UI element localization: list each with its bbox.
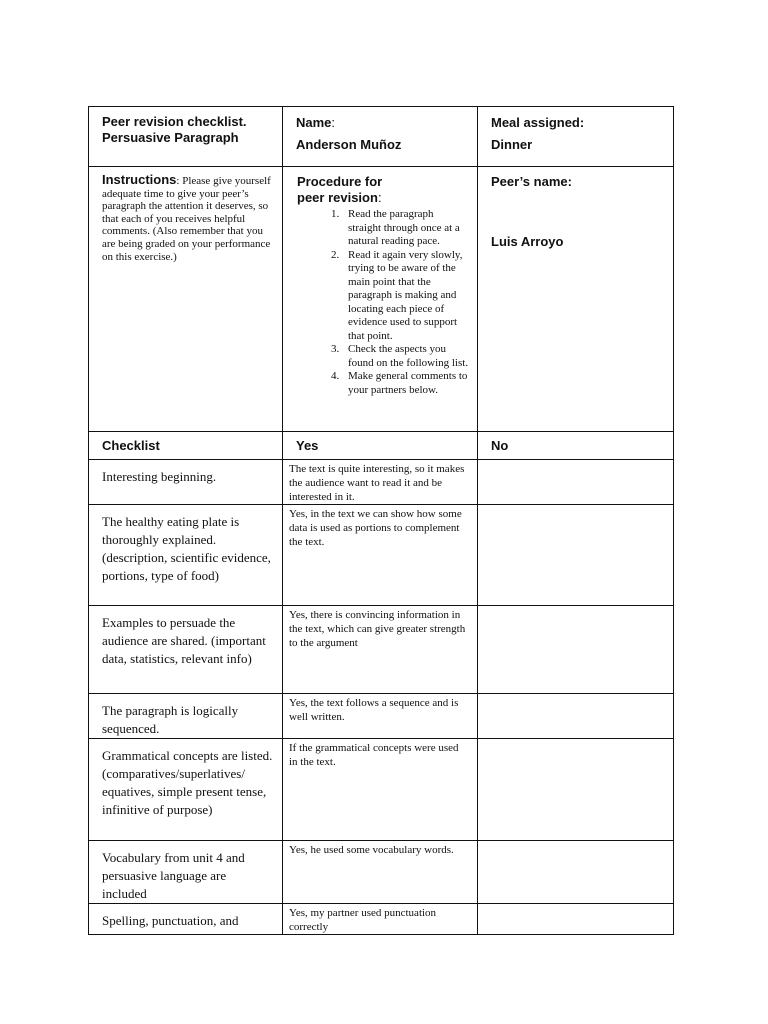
yes-response: Yes, there is convincing information in the text, which can give greater strength to the argument <box>289 609 466 649</box>
no-header: No <box>491 438 509 453</box>
title-line-2: Persuasive Paragraph <box>102 130 239 145</box>
title-line-1: Peer revision checklist. <box>102 114 247 129</box>
name-label: Name <box>296 115 332 130</box>
table-row <box>89 739 674 841</box>
meal-value: Dinner <box>491 137 533 152</box>
no-response <box>478 694 673 696</box>
table-row <box>89 904 674 935</box>
no-response <box>478 606 673 608</box>
table-row <box>89 694 674 739</box>
table-row <box>89 841 674 904</box>
title-cell <box>89 107 283 167</box>
instructions-text: : Please give yourself adequate time to give your peer’s paragraph the attention it deserves, so that each of you receives helpful comments. (Also remember that you are being graded on your performance on this exercise.) <box>102 175 271 263</box>
no-response <box>478 739 673 741</box>
no-response <box>478 460 673 462</box>
procedure-title-line-2: peer revision <box>297 190 378 205</box>
yes-response: If the grammatical concepts were used in the text. <box>289 742 459 768</box>
no-header-cell <box>478 432 674 460</box>
criterion: Examples to persuade the audience are shared. (important data, statistics, relevant info) <box>102 615 266 666</box>
procedure-cell <box>283 167 478 432</box>
name-cell <box>283 107 478 167</box>
no-response <box>478 505 673 507</box>
meal-cell <box>478 107 674 167</box>
procedure-step: 1. Read the paragraph straight through once at a natural reading pace. <box>342 208 469 249</box>
instructions-label: Instructions <box>102 172 177 187</box>
yes-response: Yes, my partner used punctuation correctly <box>289 907 437 933</box>
procedure-title-colon: : <box>377 190 382 205</box>
criterion: Spelling, punctuation, and <box>102 913 239 928</box>
peer-name-value: Luis Arroyo <box>491 234 564 249</box>
peer-name-label: Peer’s name: <box>491 174 572 189</box>
procedure-steps <box>283 208 477 397</box>
peer-revision-table <box>88 106 674 935</box>
peer-cell <box>478 167 674 432</box>
table-row <box>89 505 674 606</box>
yes-response: Yes, the text follows a sequence and is well written. <box>289 697 459 723</box>
table-row <box>89 460 674 505</box>
instructions-cell <box>89 167 283 432</box>
criterion: Vocabulary from unit 4 and persuasive language are included <box>102 850 245 901</box>
checklist-header-cell <box>89 432 283 460</box>
yes-header-cell <box>283 432 478 460</box>
header-row <box>89 107 674 167</box>
yes-response: Yes, he used some vocabulary words. <box>289 844 454 856</box>
yes-header: Yes <box>296 438 319 453</box>
no-response <box>478 904 673 906</box>
meal-label: Meal assigned: <box>491 115 585 130</box>
procedure-step: 4. Make general comments to your partners below. <box>342 370 469 397</box>
checklist-header: Checklist <box>102 438 160 453</box>
criterion: The healthy eating plate is thoroughly explained. (description, scientific evidence, portions, type of food) <box>102 514 271 583</box>
yes-response: The text is quite interesting, so it makes the audience want to read it and be interested in it. <box>289 463 465 503</box>
table-row <box>89 606 674 694</box>
yes-response: Yes, in the text we can show how some data is used as portions to complement the text. <box>289 508 462 548</box>
instructions-row <box>89 167 674 432</box>
name-colon: : <box>331 115 336 130</box>
procedure-title-line-1: Procedure for <box>297 174 383 189</box>
checklist-header-row <box>89 432 674 460</box>
criterion: The paragraph is logically sequenced. <box>102 703 239 736</box>
name-value: Anderson Muñoz <box>296 137 402 152</box>
criterion: Interesting beginning. <box>102 469 217 484</box>
procedure-step: 2. Read it again very slowly, trying to be aware of the main point that the paragraph is making and locating each piece of evidence used to support that point. <box>342 249 469 344</box>
criterion: Grammatical concepts are listed. (comparatives/superlatives/ equatives, simple present tense, infinitive of purpose) <box>102 748 273 817</box>
procedure-step: 3. Check the aspects you found on the following list. <box>342 343 469 370</box>
no-response <box>478 841 673 843</box>
